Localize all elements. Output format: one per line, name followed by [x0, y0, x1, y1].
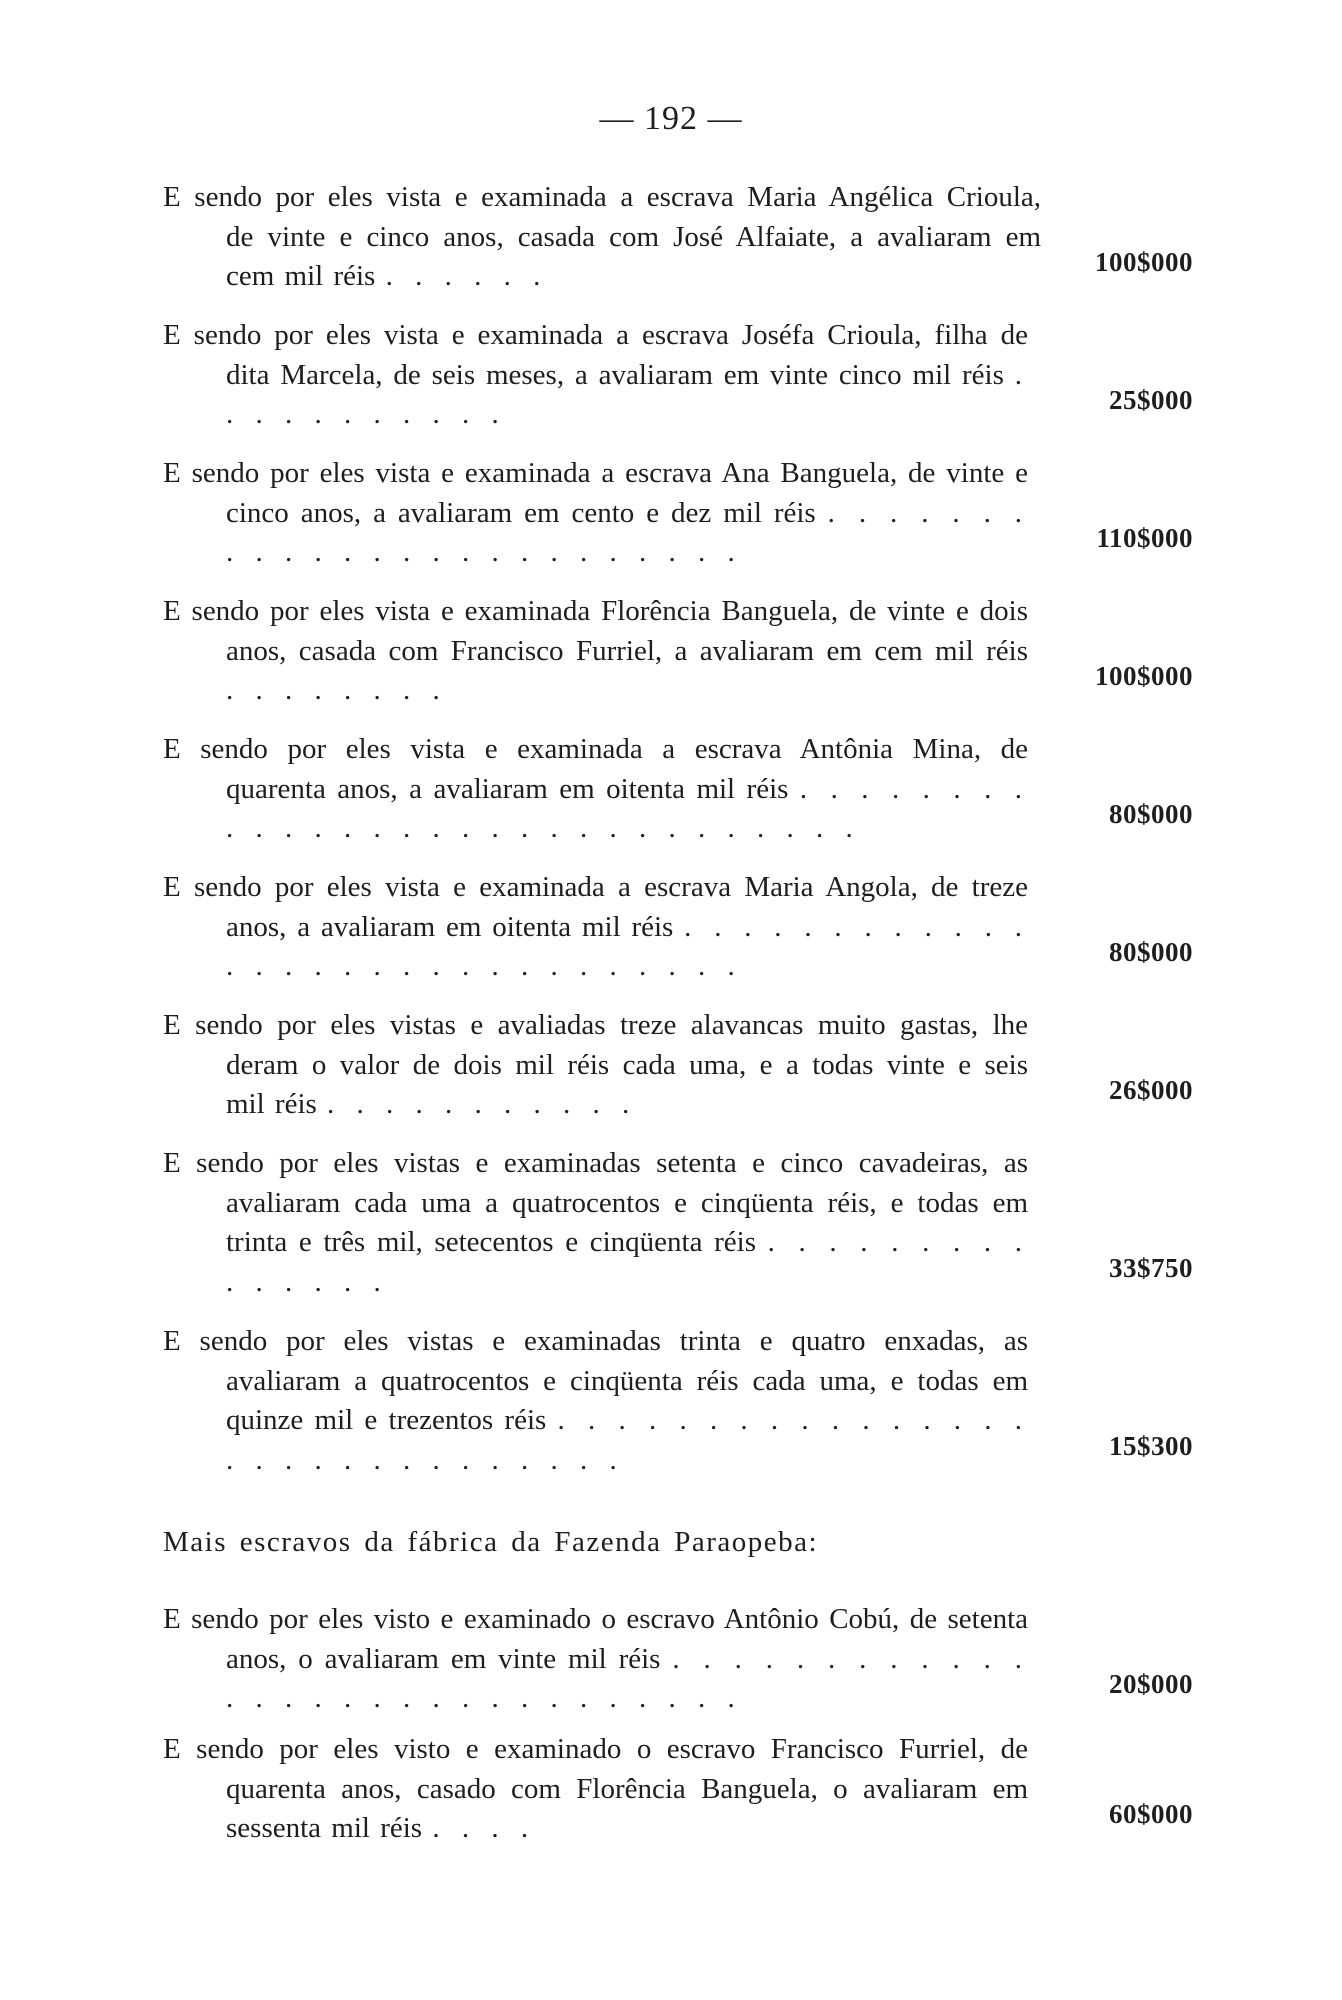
- section-heading: Mais escravos da fábrica da Fazenda Paraopeba:: [163, 1526, 819, 1558]
- entry-text-wrapper: [163, 592, 1028, 711]
- entry-amount: 100$000: [1095, 247, 1193, 277]
- leader-dots: . . . . . . . . . . .: [327, 1088, 636, 1120]
- leader-dots: . . . . . . . . . . . . . . . . . . . . . . . . . . . . . .: [226, 1642, 1029, 1714]
- entry-text: E sendo por eles vista e examinada a escrava Ana Banguela, de vinte e cinco anos, a avaliaram em cento e dez mil réis: [163, 457, 1028, 529]
- entry-text: E sendo por eles vista e examinada Florência Banguela, de vinte e dois anos, casada com Francisco Furriel, a avaliaram em cem mil réis: [163, 595, 1028, 667]
- entry-text: E sendo por eles vistas e examinadas setenta e cinco cavadeiras, as avaliaram cada uma a quatrocentos e cinqüenta réis, e todas em trinta e três mil, setecentos e cinqüenta réis: [163, 1147, 1028, 1258]
- entry-text: E sendo por eles vistas e examinadas trinta e quatro enxadas, as avaliaram a quatrocentos e cinqüenta réis cada uma, e todas em quinze mil e trezentos réis: [163, 1325, 1028, 1436]
- entry-amount: 60$000: [1109, 1799, 1193, 1829]
- entry-amount: 15$300: [1109, 1431, 1193, 1461]
- inventory-entries: [163, 178, 1193, 1844]
- entry-text: E sendo por eles visto e examinado o escravo Antônio Cobú, de setenta anos, o avaliaram em vinte mil réis: [163, 1603, 1028, 1675]
- leader-dots: . . . . . . . . . . .: [226, 358, 1028, 430]
- entry-amount: 80$000: [1109, 937, 1193, 967]
- entry-text: E sendo por eles vista e examinada a escrava Maria Angola, de treze anos, a avaliaram em oitenta mil réis: [163, 871, 1028, 943]
- entry-text: E sendo por eles visto e examinado o escravo Francisco Furriel, de quarenta anos, casado com Florência Banguela, o avaliaram em sessenta mil réis: [163, 1733, 1028, 1844]
- inventory-entry: [163, 868, 1193, 982]
- leader-dots: . . . . . . . . . . . . . . . . . . . . . . . . . . . . . .: [226, 910, 1029, 982]
- entry-text-wrapper: [163, 1322, 1028, 1480]
- entry-amount: 26$000: [1109, 1075, 1193, 1105]
- entry-text-wrapper: [163, 1006, 1028, 1125]
- leader-dots: . . . . . . . . . . . . . . . . . . . . . . . . .: [226, 496, 1029, 568]
- entry-amount: 80$000: [1109, 799, 1193, 829]
- entry-amount: 25$000: [1109, 385, 1193, 415]
- leader-dots: . . . .: [432, 1812, 535, 1844]
- inventory-entry: [163, 1144, 1193, 1298]
- entry-text-wrapper: [163, 1144, 1028, 1302]
- entry-amount: 33$750: [1109, 1253, 1193, 1283]
- inventory-entry: [163, 1730, 1193, 1844]
- entry-text-wrapper: [163, 454, 1028, 573]
- leader-dots: . . . . . .: [385, 260, 547, 292]
- entry-text: E sendo por eles vista e examinada a escrava Joséfa Crioula, filha de dita Marcela, de seis meses, a avaliaram em vinte cinco mil réis: [163, 319, 1028, 391]
- entry-text-wrapper: [163, 868, 1028, 987]
- leader-dots: . . . . . . . .: [226, 674, 446, 706]
- entry-amount: 100$000: [1095, 661, 1193, 691]
- entry-amount: 110$000: [1096, 523, 1193, 553]
- entry-text-wrapper: [163, 178, 1041, 297]
- entry-text-wrapper: [163, 730, 1028, 849]
- inventory-entry: [163, 1600, 1193, 1714]
- entry-text: E sendo por eles vistas e avaliadas treze alavancas muito gastas, lhe deram o valor de dois mil réis cada uma, e a todas vinte e seis mil réis: [163, 1009, 1028, 1120]
- inventory-entry: [163, 316, 1193, 430]
- entry-amount: 20$000: [1109, 1669, 1193, 1699]
- inventory-entry: [163, 1322, 1193, 1476]
- entry-text-wrapper: [163, 1600, 1028, 1719]
- inventory-entry: [163, 592, 1193, 706]
- inventory-entry: [163, 730, 1193, 844]
- page-number: — 192 —: [599, 100, 743, 137]
- inventory-entry: [163, 178, 1193, 292]
- leader-dots: . . . . . . . . . . . . . . . . . . . . . . . . . . . . . .: [226, 772, 1029, 844]
- inventory-entry: [163, 1006, 1193, 1120]
- entry-text: E sendo por eles vista e examinada a escrava Antônia Mina, de quarenta anos, a avaliaram em oitenta mil réis: [163, 733, 1028, 805]
- leader-dots: . . . . . . . . . . . . . . . . . . . . . . . . . . . . . .: [226, 1404, 1029, 1476]
- inventory-entry: [163, 454, 1193, 568]
- entry-text-wrapper: [163, 316, 1028, 435]
- entry-text: E sendo por eles vista e examinada a escrava Maria Angélica Crioula, de vinte e cinco anos, casada com José Alfaiate, a avaliaram em cem mil réis: [163, 181, 1041, 292]
- entry-text-wrapper: [163, 1730, 1028, 1849]
- leader-dots: . . . . . . . . . . . . . . .: [226, 1226, 1029, 1298]
